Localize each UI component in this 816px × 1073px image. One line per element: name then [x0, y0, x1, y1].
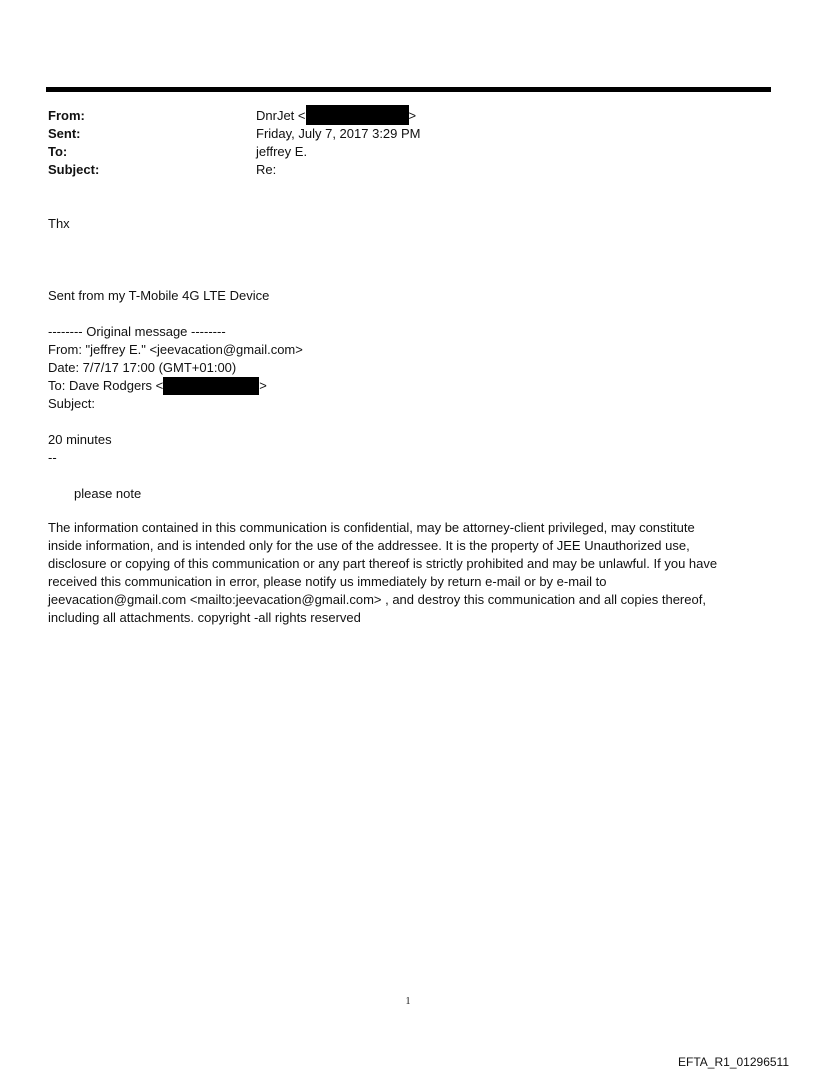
reply-text: Thx [48, 216, 70, 231]
original-from: From: "jeffrey E." <jeevacation@gmail.com> [48, 342, 303, 357]
disclaimer-line: disclosure or copying of this communication or any part thereof is strictly prohibited and may be unlawful. If you have [48, 556, 718, 571]
header-subject-row [48, 161, 748, 179]
sent-label: Sent: [48, 126, 81, 141]
original-to-prefix: To: Dave Rodgers < [48, 378, 164, 393]
subject-value: Re: [256, 162, 277, 177]
disclaimer-line: received this communication in error, please notify us immediately by return e-mail or by e-mail to [48, 574, 607, 589]
mobile-signature: Sent from my T-Mobile 4G LTE Device [48, 288, 270, 303]
original-subject: Subject: [48, 396, 95, 411]
disclaimer-line: including all attachments. copyright -all rights reserved [48, 610, 361, 625]
original-to [48, 377, 267, 395]
disclaimer-line: The information contained in this communication is confidential, may be attorney-client privileged, may constitute [48, 520, 695, 535]
to-value: jeffrey E. [256, 144, 308, 159]
message-text: 20 minutes [48, 432, 112, 447]
from-label: From: [48, 108, 85, 123]
from-value [256, 107, 416, 125]
sent-value: Friday, July 7, 2017 3:29 PM [256, 126, 421, 141]
original-to-suffix: > [259, 378, 267, 393]
header-to-row [48, 143, 748, 161]
page-number: 1 [405, 996, 411, 1007]
original-message-marker: -------- Original message -------- [48, 324, 226, 339]
to-label: To: [48, 144, 68, 159]
from-name: DnrJet < [256, 108, 306, 123]
header-divider [46, 87, 771, 92]
disclaimer-line: jeevacation@gmail.com <mailto:jeevacation@gmail.com> , and destroy this communication and all copies thereof, [48, 592, 706, 607]
from-tail: > [408, 108, 417, 123]
header-from-row [48, 107, 748, 125]
signature-separator: -- [48, 450, 57, 465]
note-text: please note [74, 486, 142, 501]
original-date: Date: 7/7/17 17:00 (GMT+01:00) [48, 360, 237, 375]
confidentiality-disclaimer [48, 519, 763, 627]
disclaimer-line: inside information, and is intended only for the use of the addressee. It is the property of JEE Unauthorized use, [48, 538, 690, 553]
redaction-box [163, 377, 259, 395]
header-sent-row [48, 125, 748, 143]
subject-label: Subject: [48, 162, 100, 177]
document-id: EFTA_R1_01296511 [678, 1055, 789, 1069]
redaction-box [306, 105, 409, 125]
